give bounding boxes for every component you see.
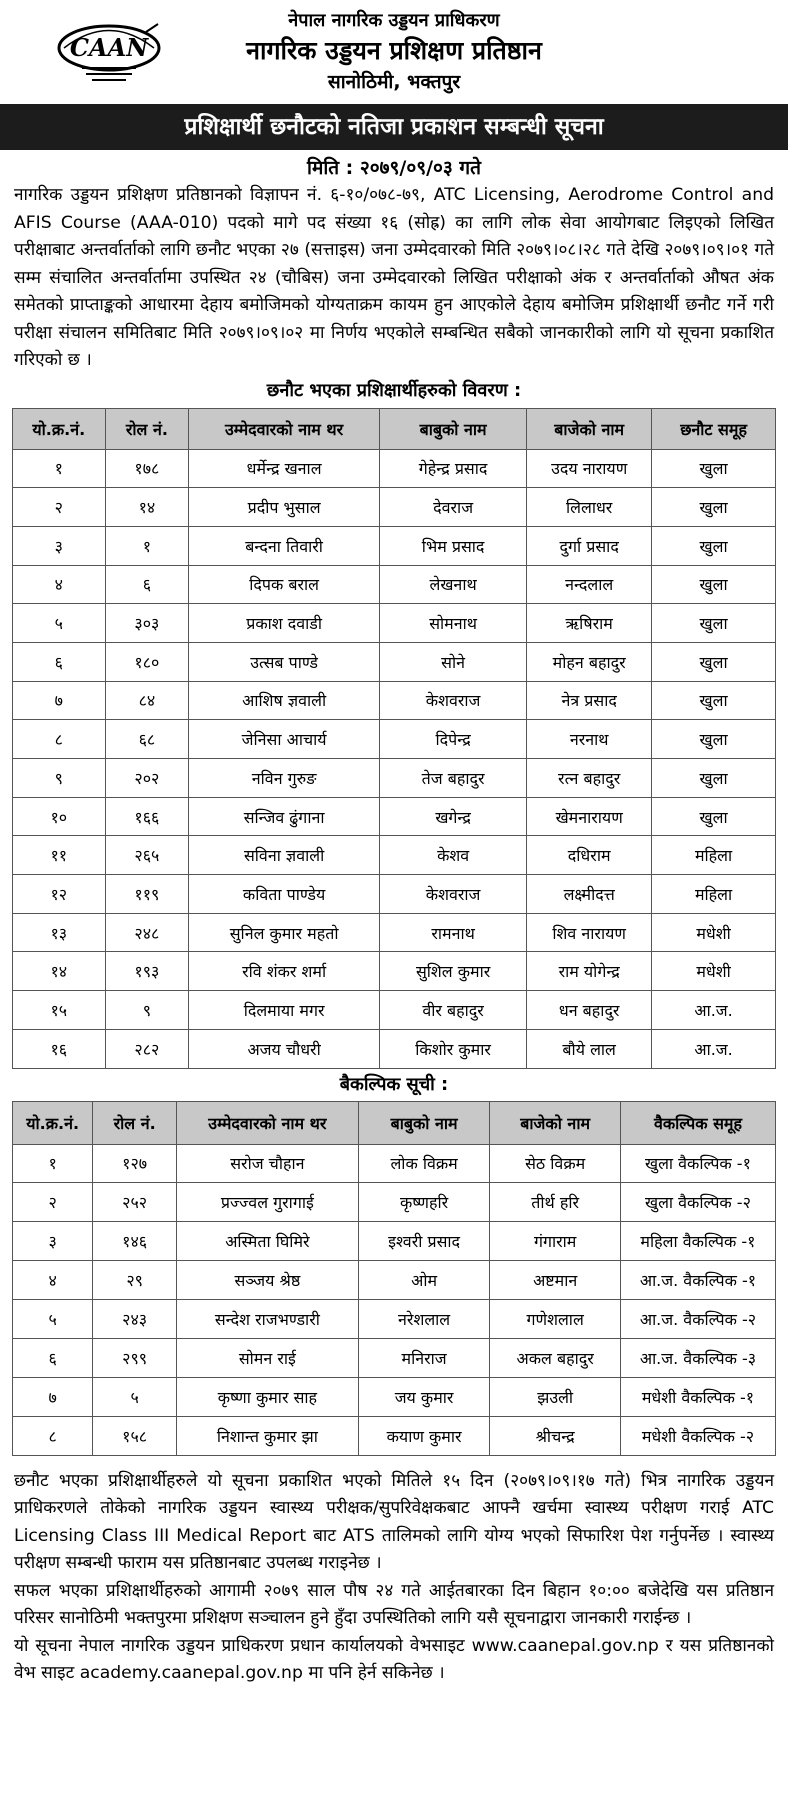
cell: १९३ — [105, 952, 189, 991]
cell: कविता पाण्डेय — [189, 875, 380, 914]
cell: अष्टमान — [490, 1261, 621, 1300]
cell: कृष्णहरि — [358, 1183, 490, 1222]
cell: दिपक बराल — [189, 565, 380, 604]
table-row — [13, 604, 776, 643]
cell: ८ — [13, 1416, 93, 1455]
cell: ऋषिराम — [527, 604, 652, 643]
cell: मधेशी — [652, 913, 776, 952]
cell: किशोर कुमार — [379, 1029, 526, 1068]
cell: सञ्जय श्रेष्ठ — [176, 1261, 358, 1300]
cell: ९ — [105, 991, 189, 1030]
cell: १७८ — [105, 449, 189, 488]
table-row — [13, 875, 776, 914]
cell: १ — [105, 526, 189, 565]
cell: मोहन बहादुर — [527, 642, 652, 681]
cell: नविन गुरुङ — [189, 759, 380, 798]
cell: १० — [13, 797, 106, 836]
col-roll: रोल नं. — [93, 1101, 177, 1144]
cell: खुला वैकल्पिक -१ — [620, 1144, 775, 1183]
table-row — [13, 565, 776, 604]
alternate-list-title: बैकल्पिक सूची : — [339, 1073, 449, 1095]
cell: मधेशी — [652, 952, 776, 991]
cell: प्रकाश दवाडी — [189, 604, 380, 643]
cell: २९९ — [93, 1338, 177, 1377]
cell: खुला — [652, 604, 776, 643]
cell: भिम प्रसाद — [379, 526, 526, 565]
cell: खुला वैकल्पिक -२ — [620, 1183, 775, 1222]
cell: तेज बहादुर — [379, 759, 526, 798]
cell: निशान्त कुमार झा — [176, 1416, 358, 1455]
cell: अकल बहादुर — [490, 1338, 621, 1377]
cell: खुला — [652, 759, 776, 798]
cell: ३ — [13, 1222, 93, 1261]
cell: आ.ज. — [652, 1029, 776, 1068]
table-row — [13, 526, 776, 565]
table-row — [13, 1222, 776, 1261]
cell: आ.ज. वैकल्पिक -२ — [620, 1300, 775, 1339]
col-name: उम्मेदवारको नाम थर — [189, 408, 380, 449]
cell: ३०३ — [105, 604, 189, 643]
cell: प्रज्ज्वल गुरागाई — [176, 1183, 358, 1222]
cell: ९ — [13, 759, 106, 798]
cell: सोमन राई — [176, 1338, 358, 1377]
table-row — [13, 1338, 776, 1377]
col-grandfather: बाजेको नाम — [490, 1101, 621, 1144]
cell: देवराज — [379, 488, 526, 527]
cell: गेहेन्द्र प्रसाद — [379, 449, 526, 488]
cell: रत्न बहादुर — [527, 759, 652, 798]
cell: केशवराज — [379, 681, 526, 720]
cell: ६८ — [105, 720, 189, 759]
table-row — [13, 720, 776, 759]
col-serial: यो.क्र.नं. — [13, 1101, 93, 1144]
cell: लक्ष्मीदत्त — [527, 875, 652, 914]
cell: बौये लाल — [527, 1029, 652, 1068]
cell: श्रीचन्द्र — [490, 1416, 621, 1455]
col-alt-group: वैकल्पिक समूह — [620, 1101, 775, 1144]
cell: झउली — [490, 1377, 621, 1416]
cell: १६ — [13, 1029, 106, 1068]
cell: खुला — [652, 526, 776, 565]
cell: १४ — [13, 952, 106, 991]
cell: आ.ज. वैकल्पिक -१ — [620, 1261, 775, 1300]
cell: ८४ — [105, 681, 189, 720]
cell: १२७ — [93, 1144, 177, 1183]
cell: २ — [13, 1183, 93, 1222]
cell: वीर बहादुर — [379, 991, 526, 1030]
cell: गंगाराम — [490, 1222, 621, 1261]
cell: लिलाधर — [527, 488, 652, 527]
notice-date: मिति : २०७९/०९/०३ गते — [307, 157, 481, 179]
cell: कयाण कुमार — [358, 1416, 490, 1455]
cell: ११ — [13, 836, 106, 875]
cell: ४ — [13, 1261, 93, 1300]
cell: दुर्गा प्रसाद — [527, 526, 652, 565]
academy-name: नागरिक उड्डयन प्रशिक्षण प्रतिष्ठान — [246, 36, 542, 65]
cell: १२ — [13, 875, 106, 914]
cell: लेखनाथ — [379, 565, 526, 604]
cell: ६ — [105, 565, 189, 604]
cell: १ — [13, 1144, 93, 1183]
cell: नरेशलाल — [358, 1300, 490, 1339]
cell: इश्वरी प्रसाद — [358, 1222, 490, 1261]
selected-list-title: छनौट भएका प्रशिक्षार्थीहरुको विवरण : — [266, 379, 522, 401]
cell: ११९ — [105, 875, 189, 914]
cell: नरनाथ — [527, 720, 652, 759]
table-row — [13, 1416, 776, 1455]
authority-name: नेपाल नागरिक उड्डयन प्राधिकरण — [288, 10, 500, 31]
cell: दिपेन्द्र — [379, 720, 526, 759]
cell: ५ — [13, 1300, 93, 1339]
cell: रवि शंकर शर्मा — [189, 952, 380, 991]
alternate-table — [12, 1101, 776, 1456]
cell: नेत्र प्रसाद — [527, 681, 652, 720]
intro-paragraph: नागरिक उड्डयन प्रशिक्षण प्रतिष्ठानको विज्ञापन नं. ६-१०/०७८-७९, ATC Licensing, Aerodrome Control and AFIS Course (AAA-010) पदको मागे पद संख्या १६ (सोह्र) का लागि लोक सेवा आयोगबाट लिइएको लिखित परीक्षाबाट अन्तर्वार्ताको लागि छनौट भएका २७ (सत्ताइस) जना उम्मेदवारको मिति २०७९।०८।२८ गते देखि २०७९।०९।०१ गते सम्म संचालित अन्तर्वार्तामा उपस्थित २४ (चौबिस) जना उम्मेदवारको लिखित परीक्षाको अंक र अन्तर्वार्ताको औषत अंक समेतको प्राप्ताङ्कको आधारमा देहाय बमोजिमको योग्यताक्रम कायम हुन आएकोले देहाय बमोजिम प्रशिक्षार्थी छनौट गर्ने गरी परीक्षा संचालन समितिबाट मिति २०७९।०९।०२ मा निर्णय भएकोले सम्बन्धित सबैको जानकारीको लागि यो सूचना प्रकाशित गरिएको छ । — [14, 185, 774, 370]
academy-address: सानोठिमी, भक्तपुर — [327, 71, 461, 93]
table-row — [13, 681, 776, 720]
table-row — [13, 449, 776, 488]
cell: खुला — [652, 642, 776, 681]
cell: रामनाथ — [379, 913, 526, 952]
col-serial: यो.क्र.नं. — [13, 408, 106, 449]
cell: ५ — [93, 1377, 177, 1416]
table-header-row — [13, 1101, 776, 1144]
table-row — [13, 488, 776, 527]
cell: ७ — [13, 1377, 93, 1416]
table-row — [13, 1377, 776, 1416]
cell: २८२ — [105, 1029, 189, 1068]
cell: शिव नारायण — [527, 913, 652, 952]
cell: ३ — [13, 526, 106, 565]
cell: सन्देश राजभण्डारी — [176, 1300, 358, 1339]
cell: प्रदीप भुसाल — [189, 488, 380, 527]
table-row — [13, 1261, 776, 1300]
cell: खुला — [652, 797, 776, 836]
cell: सुशिल कुमार — [379, 952, 526, 991]
cell: १५८ — [93, 1416, 177, 1455]
cell: तीर्थ हरि — [490, 1183, 621, 1222]
cell: जय कुमार — [358, 1377, 490, 1416]
cell: बन्दना तिवारी — [189, 526, 380, 565]
header — [12, 0, 776, 104]
table-row — [13, 1144, 776, 1183]
cell: महिला — [652, 875, 776, 914]
cell: सेठ विक्रम — [490, 1144, 621, 1183]
cell: उत्सब पाण्डे — [189, 642, 380, 681]
website-paragraph: यो सूचना नेपाल नागरिक उड्डयन प्राधिकरण प्रधान कार्यालयको वेभसाइट www.caanepal.gov.np र यस प्रतिष्ठानको वेभ साइट academy.caanepal.gov.np मा पनि हेर्न सकिनेछ । — [14, 1635, 774, 1684]
cell: लोक विक्रम — [358, 1144, 490, 1183]
cell: ओम — [358, 1261, 490, 1300]
selected-table — [12, 408, 776, 1069]
cell: खगेन्द्र — [379, 797, 526, 836]
cell: उदय नारायण — [527, 449, 652, 488]
training-start-paragraph: सफल भएका प्रशिक्षार्थीहरुको आगामी २०७९ साल पौष २४ गते आईतबारका दिन बिहान १०:०० बजेदेखि यस प्रतिष्ठान परिसर सानोठिमी भक्तपुरमा प्रशिक्षण सञ्चालन हुने हुँदा उपस्थितिको लागि यसै सूचनाद्वारा जानकारी गराईन्छ । — [14, 1580, 774, 1629]
table-row — [13, 797, 776, 836]
cell: सोने — [379, 642, 526, 681]
cell: मधेशी वैकल्पिक -२ — [620, 1416, 775, 1455]
cell: आ.ज. — [652, 991, 776, 1030]
table-row — [13, 991, 776, 1030]
table-row — [13, 1183, 776, 1222]
cell: १४६ — [93, 1222, 177, 1261]
cell: सरोज चौहान — [176, 1144, 358, 1183]
cell: जेनिसा आचार्य — [189, 720, 380, 759]
cell: राम योगेन्द्र — [527, 952, 652, 991]
cell: ४ — [13, 565, 106, 604]
cell: गणेशलाल — [490, 1300, 621, 1339]
cell: ६ — [13, 642, 106, 681]
table-header-row — [13, 408, 776, 449]
cell: आशिष ज्ञवाली — [189, 681, 380, 720]
cell: सोमनाथ — [379, 604, 526, 643]
table-row — [13, 1029, 776, 1068]
cell: सन्जिव ढुंगाना — [189, 797, 380, 836]
table-row — [13, 759, 776, 798]
cell: सविना ज्ञवाली — [189, 836, 380, 875]
cell: १ — [13, 449, 106, 488]
cell: अजय चौधरी — [189, 1029, 380, 1068]
cell: सुनिल कुमार महतो — [189, 913, 380, 952]
cell: ७ — [13, 681, 106, 720]
cell: मधेशी वैकल्पिक -१ — [620, 1377, 775, 1416]
cell: २४८ — [105, 913, 189, 952]
col-father: बाबुको नाम — [358, 1101, 490, 1144]
cell: केशवराज — [379, 875, 526, 914]
cell: २५२ — [93, 1183, 177, 1222]
svg-text:CAAN: CAAN — [69, 33, 149, 62]
cell: धर्मेन्द्र खनाल — [189, 449, 380, 488]
cell: खुला — [652, 720, 776, 759]
cell: ८ — [13, 720, 106, 759]
cell: ५ — [13, 604, 106, 643]
medical-paragraph: छनौट भएका प्रशिक्षार्थीहरुले यो सूचना प्रकाशित भएको मितिले १५ दिन (२०७९।०९।१७ गते) भित्र नागरिक उड्डयन प्राधिकरणले तोकेको नागरिक उड्डयन स्वास्थ्य परीक्षक/सुपरिवेक्षकबाट आफ्नै खर्चमा स्वास्थ्य परीक्षण गराई ATC Licensing Class III Medical Report बाट ATS तालिमको लागि योग्य भएको सिफारिश पेश गर्नुपर्नेछ । स्वास्थ्य परीक्षण सम्बन्धी फाराम यस प्रतिष्ठानबाट उपलब्ध गराइनेछ । — [14, 1470, 774, 1574]
cell: दिलमाया मगर — [189, 991, 380, 1030]
col-group: छनौट समूह — [652, 408, 776, 449]
col-grandfather: बाजेको नाम — [527, 408, 652, 449]
cell: कृष्णा कुमार साह — [176, 1377, 358, 1416]
col-roll: रोल नं. — [105, 408, 189, 449]
notice-title: प्रशिक्षार्थी छनौटको नतिजा प्रकाशन सम्बन्धी सूचना — [0, 104, 788, 150]
cell: दधिराम — [527, 836, 652, 875]
cell: २९ — [93, 1261, 177, 1300]
cell: महिला — [652, 836, 776, 875]
cell: खुला — [652, 488, 776, 527]
table-row — [13, 642, 776, 681]
cell: केशव — [379, 836, 526, 875]
cell: २०२ — [105, 759, 189, 798]
cell: १४ — [105, 488, 189, 527]
cell: मनिराज — [358, 1338, 490, 1377]
cell: आ.ज. वैकल्पिक -३ — [620, 1338, 775, 1377]
cell: खेमनारायण — [527, 797, 652, 836]
col-name: उम्मेदवारको नाम थर — [176, 1101, 358, 1144]
cell: महिला वैकल्पिक -१ — [620, 1222, 775, 1261]
table-row — [13, 913, 776, 952]
cell: १३ — [13, 913, 106, 952]
cell: धन बहादुर — [527, 991, 652, 1030]
cell: नन्दलाल — [527, 565, 652, 604]
cell: खुला — [652, 449, 776, 488]
cell: १८० — [105, 642, 189, 681]
caan-logo — [54, 18, 164, 88]
table-row — [13, 1300, 776, 1339]
cell: २४३ — [93, 1300, 177, 1339]
cell: १६६ — [105, 797, 189, 836]
cell: खुला — [652, 681, 776, 720]
col-father: बाबुको नाम — [379, 408, 526, 449]
cell: १५ — [13, 991, 106, 1030]
table-row — [13, 836, 776, 875]
table-row — [13, 952, 776, 991]
cell: २ — [13, 488, 106, 527]
cell: ६ — [13, 1338, 93, 1377]
cell: खुला — [652, 565, 776, 604]
cell: अस्मिता घिमिरे — [176, 1222, 358, 1261]
cell: २६५ — [105, 836, 189, 875]
